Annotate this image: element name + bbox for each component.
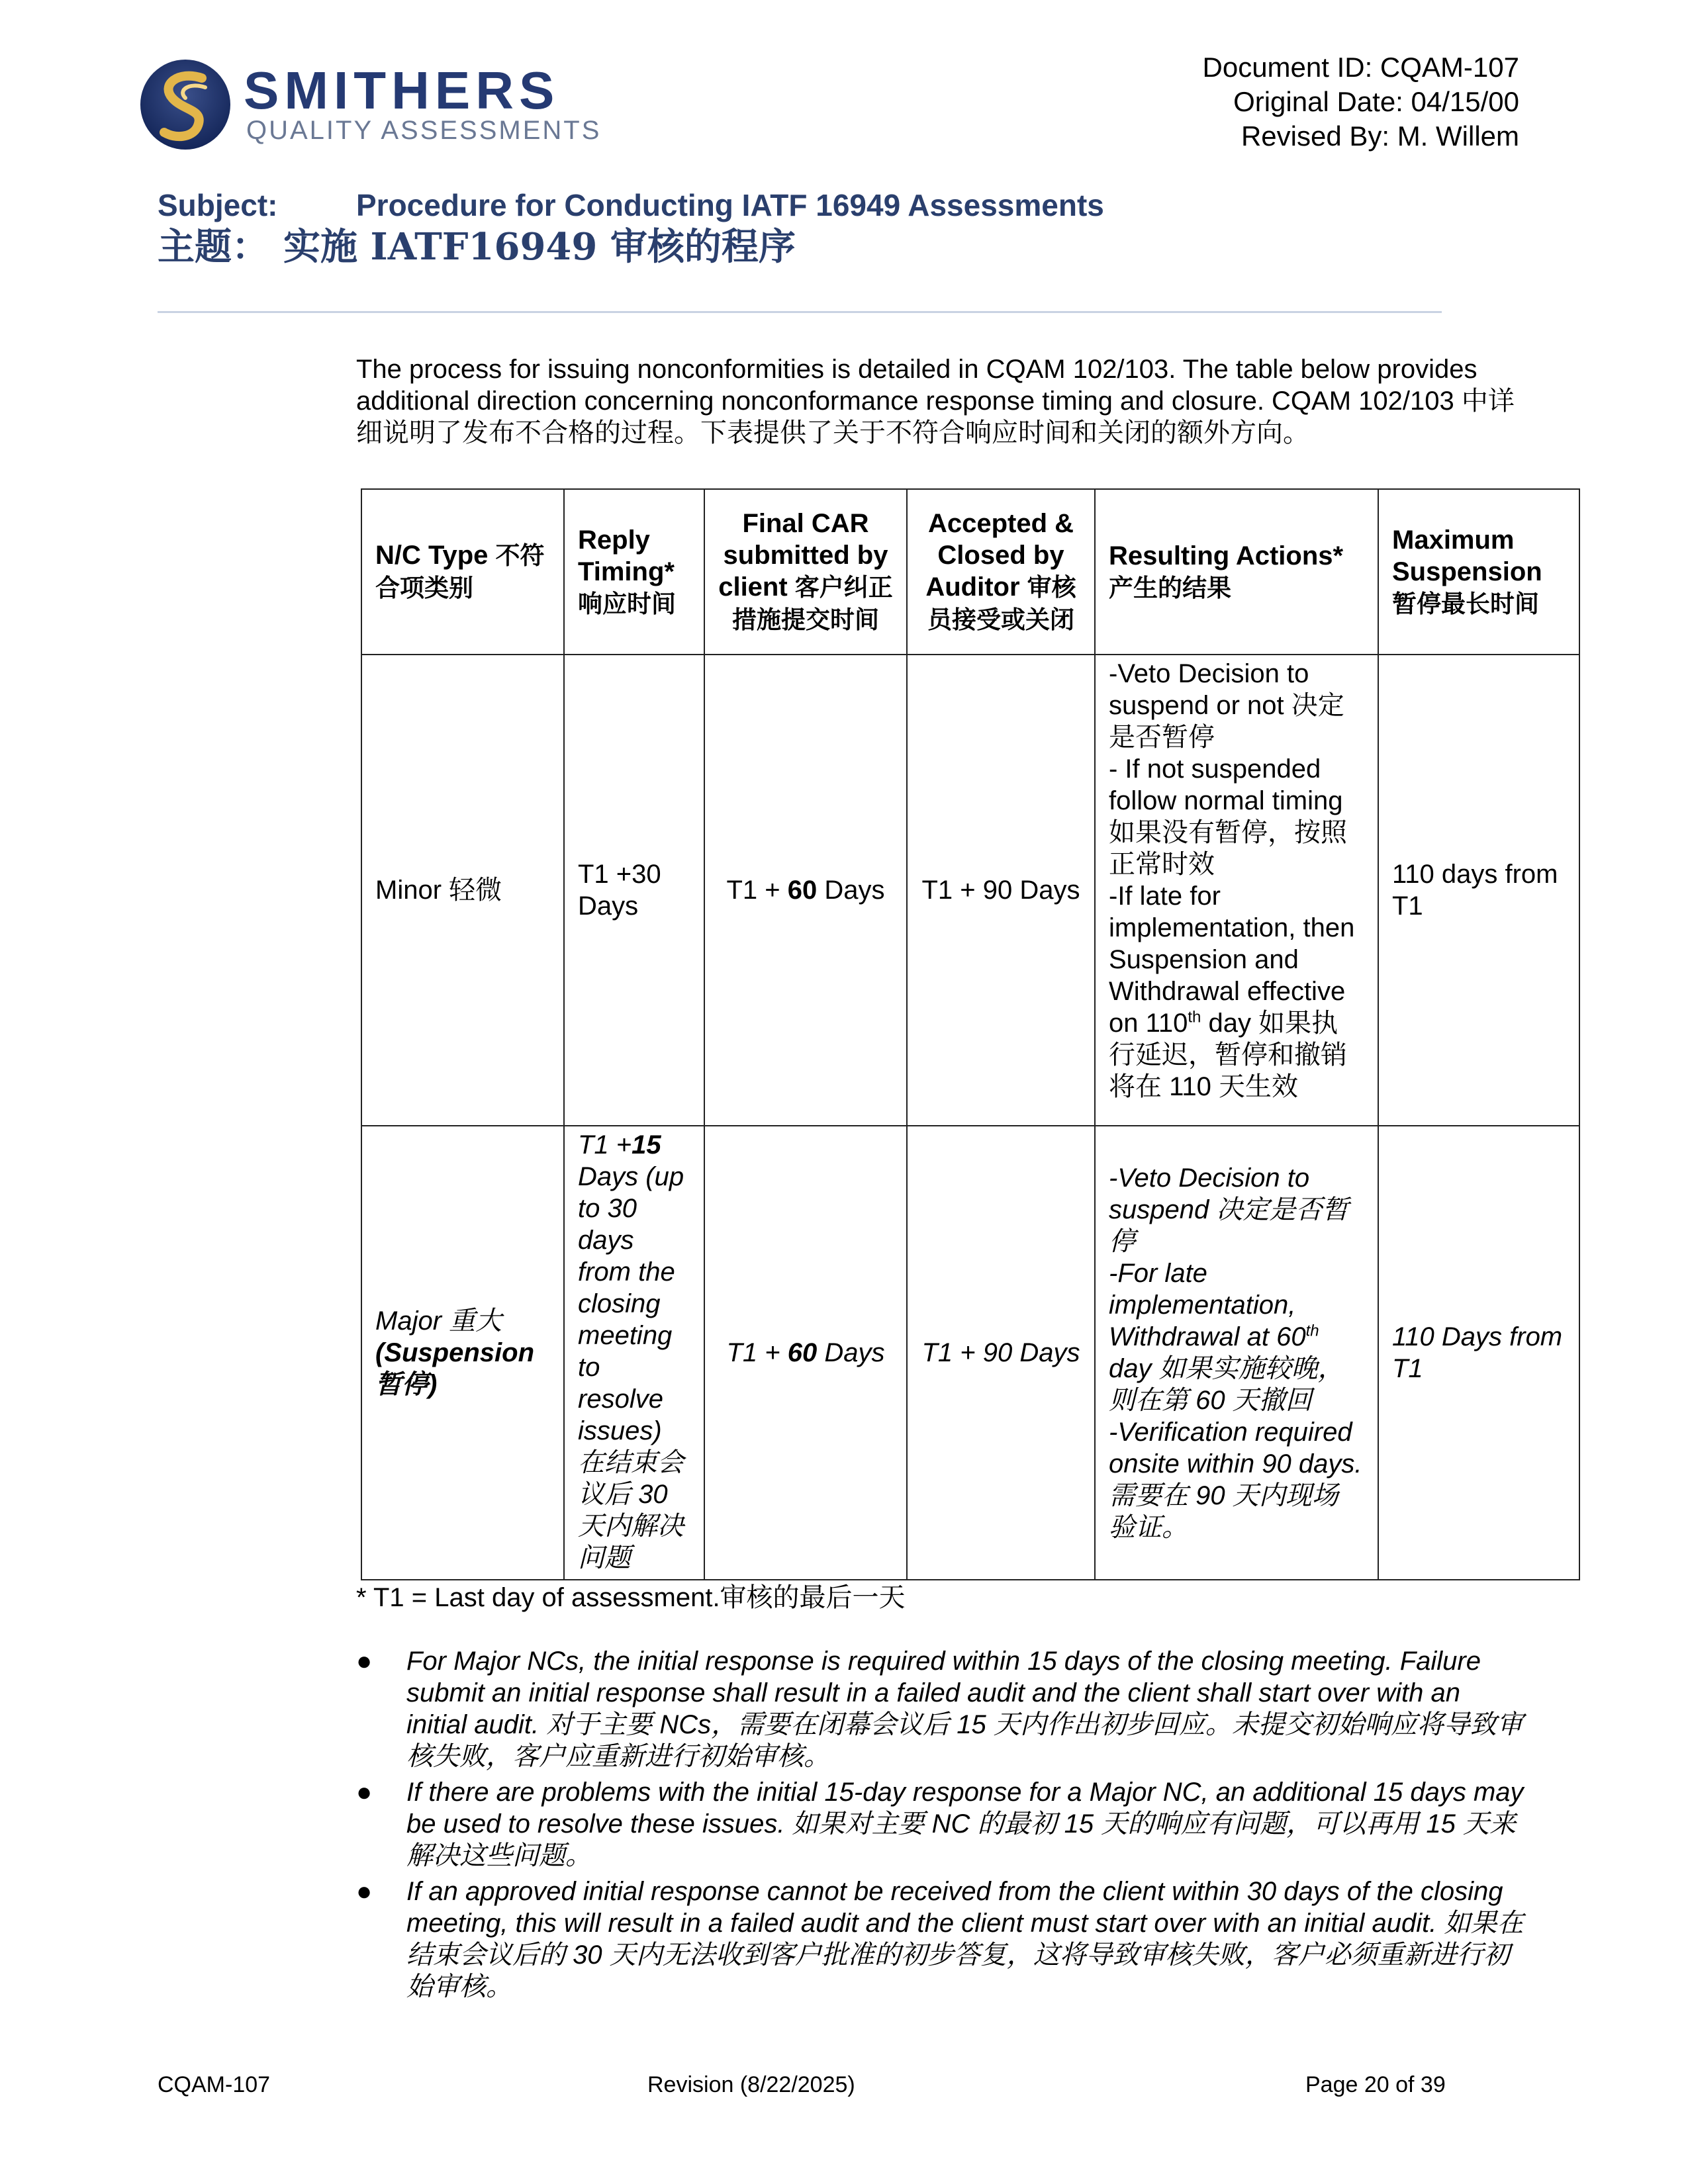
header-max-suspension: Maximum Suspension 暂停最长时间 [1378,489,1579,655]
cell-minor-type: Minor 轻微 [361,655,564,1126]
company-logo [139,58,602,151]
cell-major-accepted: T1 + 90 Days [907,1126,1095,1580]
logo-wordmark: SMITHERS [244,61,560,120]
header-resulting-actions: Resulting Actions* 产生的结果 [1095,489,1378,655]
footer-revision: Revision (8/22/2025) [647,2072,855,2097]
revised-by: Revised By: M. Willem [1241,120,1519,152]
smithers-logo-icon [139,58,232,151]
header-accepted-closed: Accepted & Closed by Auditor 审核员接受或关闭 [907,489,1095,655]
list-item: ● For Major NCs, the initial response is required within 15 days of the closing meeting. Failure submit an initial response shall result in a failed audit and the client shall start over with an initial audit. 对于主要 NCs，需要在闭幕会议后 15 天内作出初步回应。未提交初始响应将导致审核失败，客户应重新进行初始审核。 [356,1647,1523,1771]
table-header-row [361,489,1579,655]
cell-minor-reply: T1 +30 Days [564,655,704,1126]
subject-line-cn [158,225,796,269]
bullet-icon: ● [356,1647,373,1676]
subject-title-cn: 实施 IATF16949 审核的程序 [283,225,796,269]
footer-page-number: Page 20 of 39 [1305,2072,1446,2097]
subject-label: Subject: [158,188,278,222]
logo-subtitle: QUALITY ASSESSMENTS [246,116,602,145]
table-footnote: * T1 = Last day of assessment.审核的最后一天 [356,1583,906,1612]
cell-major-final-car: T1 + 60 Days [704,1126,907,1580]
original-date: Original Date: 04/15/00 [1233,86,1519,117]
header-nc-type: N/C Type 不符合项类别 [361,489,564,655]
cell-major-reply: T1 +15 Days (up to 30 days from the closing meeting to resolve issues) 在结束会议后 30 天内解决问题 [564,1126,704,1580]
list-item: ● If there are problems with the initial 15-day response for a Major NC, an additional 15 days may be used to resolve these issues. 如果对主要 NC 的最初 15 天的响应有问题，可以再用 15 天来解决这些问题。 [356,1778,1524,1870]
cell-major-max: 110 Days from T1 [1378,1126,1579,1580]
cell-minor-max: 110 days from T1 [1378,655,1579,1126]
document-meta [1203,50,1520,154]
header-final-car: Final CAR submitted by client 客户纠正措施提交时间 [704,489,907,655]
bullet-list [356,1645,1528,2007]
subject-title: Procedure for Conducting IATF 16949 Assessments [356,188,1104,222]
list-item: ● If an approved initial response cannot be received from the client within 30 days of the closing meeting, this will result in a failed audit and the client must start over with an initial audit. 如果在结束会议后的 30 天内无法收到客户批准的初步答复，这将导致审核失败，客户必须重新进行初始审核。 [356,1877,1524,2001]
bullet-icon: ● [356,1877,373,1906]
nonconformance-timing-table [361,488,1580,1580]
cell-major-actions: -Veto Decision to suspend 决定是否暂停 -For late implementation, Withdrawal at 60th day 如果实施较晚，则在第 60 天撤回 -Verification required onsite within 90 days. 需要在 90 天内现场验证。 [1095,1126,1378,1580]
cell-major-type: Major 重大 (Suspension 暂停) [361,1126,564,1580]
subject-label-cn: 主题： [158,225,269,269]
table-row-minor [361,655,1579,1126]
subject-line [158,187,1104,224]
cell-minor-actions: -Veto Decision to suspend or not 决定是否暂停 - If not suspended follow normal timing 如果没有暂停，按照正常时效 -If late for implementation, then Suspension and Withdrawal effective on 110th day 如果执行延迟，暂停和撤销将在 110 天生效 [1095,655,1378,1126]
footer-doc-id: CQAM-107 [158,2072,271,2097]
cell-minor-accepted: T1 + 90 Days [907,655,1095,1126]
header-reply-timing: Reply Timing* 响应时间 [564,489,704,655]
table-row-major [361,1126,1579,1580]
intro-paragraph: The process for issuing nonconformities is detailed in CQAM 102/103. The table below provides additional direction concerning nonconformance response timing and closure. CQAM 102/103 中详细说明了发布不合格的过程。下表提供了关于不符合响应时间和关闭的额外方向。 [356,355,1515,447]
header-divider [158,311,1442,313]
cell-minor-final-car: T1 + 60 Days [704,655,907,1126]
document-id: Document ID: CQAM-107 [1202,52,1519,83]
bullet-icon: ● [356,1778,373,1807]
